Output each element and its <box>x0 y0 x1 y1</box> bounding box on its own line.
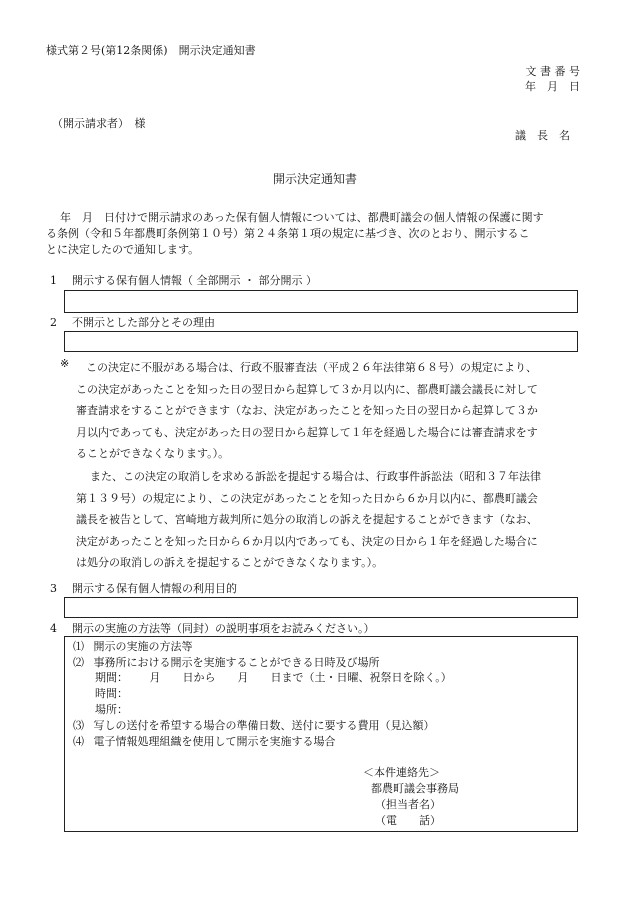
section4-item-1 <box>73 640 193 655</box>
document-number-label: 文 書 番 号 <box>525 65 580 78</box>
section3-label: 開示する保有個人情報の利用目的 <box>72 582 237 595</box>
section4-box <box>64 636 578 832</box>
place-label: 場所： <box>95 703 128 716</box>
item-text: 事務所における開示を実施することができる日時及び場所 <box>93 656 380 669</box>
note-line: 月以内であっても、決定があった日の翌日から起算して１年を経過した場合には審査請求をす <box>76 425 538 439</box>
note-line: は処分の取消しの訴えを提起することができなくなります。）。 <box>76 556 384 569</box>
note-line: 第１３９号）の規定により、この決定があったことを知った日から６か月以内に、都農町議会 <box>76 491 538 505</box>
note-paragraph-1 <box>76 357 586 465</box>
requester-label: （開示請求者） 様 <box>52 117 146 130</box>
item-number: ⑴ <box>73 640 84 653</box>
intro-line: とに決定したので通知します。 <box>46 243 200 256</box>
section3-field[interactable] <box>64 597 578 618</box>
note-mark: ※ <box>60 357 70 370</box>
section2-field[interactable] <box>64 331 578 352</box>
section4-number: 4 <box>50 622 57 635</box>
contact-heading: ＜本件連絡先＞ <box>363 766 440 779</box>
note-line: この決定があったことを知った日の翌日から起算して３か月以内に、都農町議会議長に対して <box>76 382 538 396</box>
period-text: 月 日から 月 日まで（土・日曜、祝祭日を除く。） <box>149 671 452 684</box>
time-label: 時間： <box>95 687 128 700</box>
note-line: 議長を被告として、宮崎地方裁判所に処分の取消しの訴えを提起することができます（なお、 <box>76 513 538 526</box>
issuer-label: 議 長 名 <box>515 129 570 142</box>
section4-item-4 <box>73 735 336 750</box>
period-label: 期間： <box>95 671 128 684</box>
form-label: 様式第２号(第12条関係) 開示決定通知書 <box>46 44 256 57</box>
section4-item-3 <box>73 719 435 734</box>
date-label: 年 月 日 <box>525 80 580 93</box>
section2-number: 2 <box>50 316 57 329</box>
section2-label: 不開示とした部分とその理由 <box>72 316 215 329</box>
section1-label: 開示する保有個人情報（ 全部開示 ・ 部分開示 ） <box>72 274 317 287</box>
section4-item-2 <box>73 656 380 671</box>
note-line: 決定があったことを知った日から６か月以内であっても、決定の日から１年を経過した場合に <box>76 534 538 548</box>
note-line: この決定に不服がある場合は、行政不服審査法（平成２６年法律第６８号）の規定により、 <box>86 361 537 374</box>
item-number: ⑵ <box>73 656 84 669</box>
section1-field[interactable] <box>64 290 578 313</box>
item-text: 写しの送付を希望する場合の準備日数、送付に要する費用（見込額） <box>93 719 435 732</box>
item-number: ⑷ <box>73 735 84 748</box>
contact-phone: （電 話） <box>375 814 441 827</box>
page-title: 開示決定通知書 <box>272 172 357 186</box>
section4-label: 開示の実施の方法等（同封）の説明事項をお読みください。） <box>72 622 375 635</box>
intro-line: る条例（令和５年都農町条例第１０号）第２４条第１項の規定に基づき、次のとおり、開示するこ <box>46 227 530 240</box>
period-row <box>95 671 452 686</box>
note-line: また、この決定の取消しを求める訴訟を提起する場合は、行政事件訴訟法（昭和３７年法律 <box>90 470 541 483</box>
note-line: 審査請求をすることができます（なお、決定があったことを知った日の翌日から起算して３か <box>76 404 538 417</box>
contact-person: （担当者名） <box>375 798 441 811</box>
item-number: ⑶ <box>73 719 84 732</box>
intro-line: 年 月 日付けで開示請求のあった保有個人情報については、都農町議会の個人情報の保護に関す <box>60 211 544 224</box>
section1-number: 1 <box>50 274 57 287</box>
note-line: ることができなくなります。）。 <box>76 447 230 460</box>
section3-number: 3 <box>50 582 57 595</box>
intro-paragraph <box>46 210 586 258</box>
contact-office: 都農町議会事務局 <box>371 782 459 795</box>
item-text: 電子情報処理組織を使用して開示を実施する場合 <box>93 735 336 748</box>
item-text: 開示の実施の方法等 <box>93 640 193 653</box>
note-paragraph-2 <box>76 466 586 574</box>
